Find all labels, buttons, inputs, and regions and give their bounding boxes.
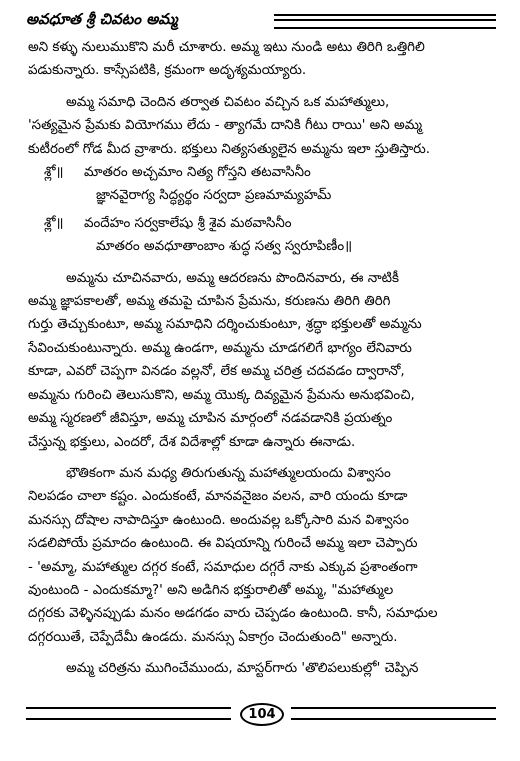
text-line: కూడా, ఎవరో చెప్పగా వినడం వల్లనో, లేక అమ్మ చరిత్ర చదవడం ద్వారానో, <box>28 364 405 380</box>
paragraph-1 <box>28 36 498 83</box>
paragraph-4 <box>28 462 498 649</box>
text-line: నిలపడం చాలా కష్టం. ఎందుకంటే, మానవనైజం వలన, వారి యందు కూడా <box>28 489 408 505</box>
text-line: దగ్గరయితే, చెప్పేదేమీ ఉండదు. మనస్సు ఏకాగ్రం చెందుతుంది" అన్నారు. <box>28 629 398 645</box>
verse-1 <box>28 161 498 208</box>
running-header-title: అవధూత శ్రీ చివటం అమ్మ <box>26 10 178 28</box>
text-line: చేస్తున్న భక్తులు, ఎందరో, దేశ విదేశాల్లో కూడా ఉన్నారు ఈనాడు. <box>28 434 356 450</box>
text-line: అమ్మ జ్ఞాపకాలతో, అమ్మ తమపై చూపిన ప్రేమను, కరుణను తిరిగి తిరిగి <box>28 294 391 310</box>
text-line: వుంటుంది - ఎందుకమ్మా?' అని అడిగిన భక్తురాలితో అమ్మ, "మహాత్ముల <box>28 582 394 598</box>
text-line: మనస్సు దోషాల నాపాదిస్తూ ఉంటుంది. అందువల్ల ఒక్కోసారి మన విశ్వాసం <box>28 512 409 528</box>
footer-rule-right <box>291 707 496 720</box>
text-line: అని కళ్ళు నులుముకొని మరీ చూశారు. అమ్మ ఇటు నుండి అటు తిరిగి ఒత్తిగిలి <box>28 40 425 55</box>
text-line: 'సత్యమైన ప్రేమకు వియోగము లేదు - త్యాగమే దానికి గీటు రాయి' అని అమ్మ <box>28 118 423 134</box>
text-line: దగ్గరకు వెళ్ళినప్పుడు మనం అడగడం వారు చెప్పడం ఉంటుంది. కానీ, సమాధుల <box>28 606 438 622</box>
paragraph-3 <box>28 267 498 454</box>
text-line: అమ్మ సమాధి చెందిన తర్వాత చివటం వచ్చిన ఒక మహాత్ములు, <box>66 94 390 110</box>
running-header <box>26 6 496 34</box>
text-line: గుర్తు తెచ్చుకుంటూ, అమ్మ సమాధిని దర్శించుకుంటూ, శ్రద్ధా భక్తులతో అమ్మను <box>28 317 422 333</box>
text-line: సేవించుకుంటున్నారు. అమ్మ ఉండగా, అమ్మను చూడగలిగే భాగ్యం లేనివారు <box>28 340 412 356</box>
text-line: భౌతికంగా మన మధ్య తిరుగుతున్న మహాత్ములయందు విశ్వాసం <box>66 465 391 481</box>
header-rule <box>274 14 496 29</box>
page-footer <box>26 704 496 726</box>
page-number: 104 <box>240 703 284 726</box>
verse-line <box>28 161 498 184</box>
verse-mark: శ్లో॥ <box>44 165 64 181</box>
verse-line: మాతరం అవధూతాంబాం శుద్ధ సత్వ స్వరూపిణీం॥ <box>96 239 353 255</box>
verse-line <box>28 212 498 235</box>
text-line: పడుకున్నారు. కాస్సేపటికి, క్రమంగా అదృశ్యమయ్యారు. <box>28 63 307 79</box>
footer-rule-left <box>26 707 231 720</box>
text-line: సడలిపోయే ప్రమాదం ఉంటుంది. ఈ విషయాన్ని గురించే అమ్మ ఇలా చెప్పారు <box>28 536 418 552</box>
verse-line: జ్ఞానవైరాగ్య సిద్ధ్యర్థం సర్వదా ప్రణమామ్యహమ్ <box>96 188 332 204</box>
text-line: కుటీరంలో గోడ మీద వ్రాశారు. భక్తులు నిత్యసత్యులైన అమ్మను ఇలా స్తుతిస్తారు. <box>28 141 430 157</box>
paragraph-2 <box>28 91 498 161</box>
verse-2 <box>28 212 498 259</box>
text-line: అమ్మను చూచినవారు, అమ్మ ఆదరణను పొందినవారు, ఈ నాటికీ <box>66 270 399 286</box>
paragraph-5 <box>28 657 498 680</box>
text-line: - 'అమ్మా, మహాత్ముల దగ్గర కంటే, సమాధుల దగ్గరే నాకు ఎక్కువ ప్రశాంతంగా <box>28 559 418 575</box>
verse-text: మాతరం అచ్చమాం నిత్య గోస్తని తటవాసినీం <box>84 165 311 181</box>
text-line: అమ్మ చరిత్రను ముగించేముందు, మాస్టర్‌గారు 'తొలిపలుకుల్లో' చెప్పిన <box>66 661 419 677</box>
text-line: అమ్మ స్మరణలో జీవిస్తూ, అమ్మ చూపిన మార్గంలో నడవడానికి ప్రయత్నం <box>28 411 393 427</box>
verse-mark: శ్లో॥ <box>44 215 64 231</box>
verse-text: వందేహం సర్వకాలేషు శ్రీ శైవ మఠవాసినీం <box>84 215 292 231</box>
text-line: అమ్మను గురించి తెలుసుకొని, అమ్మ యొక్క దివ్యమైన ప్రేమను అనుభవించి, <box>28 387 415 403</box>
page-body <box>28 36 498 681</box>
